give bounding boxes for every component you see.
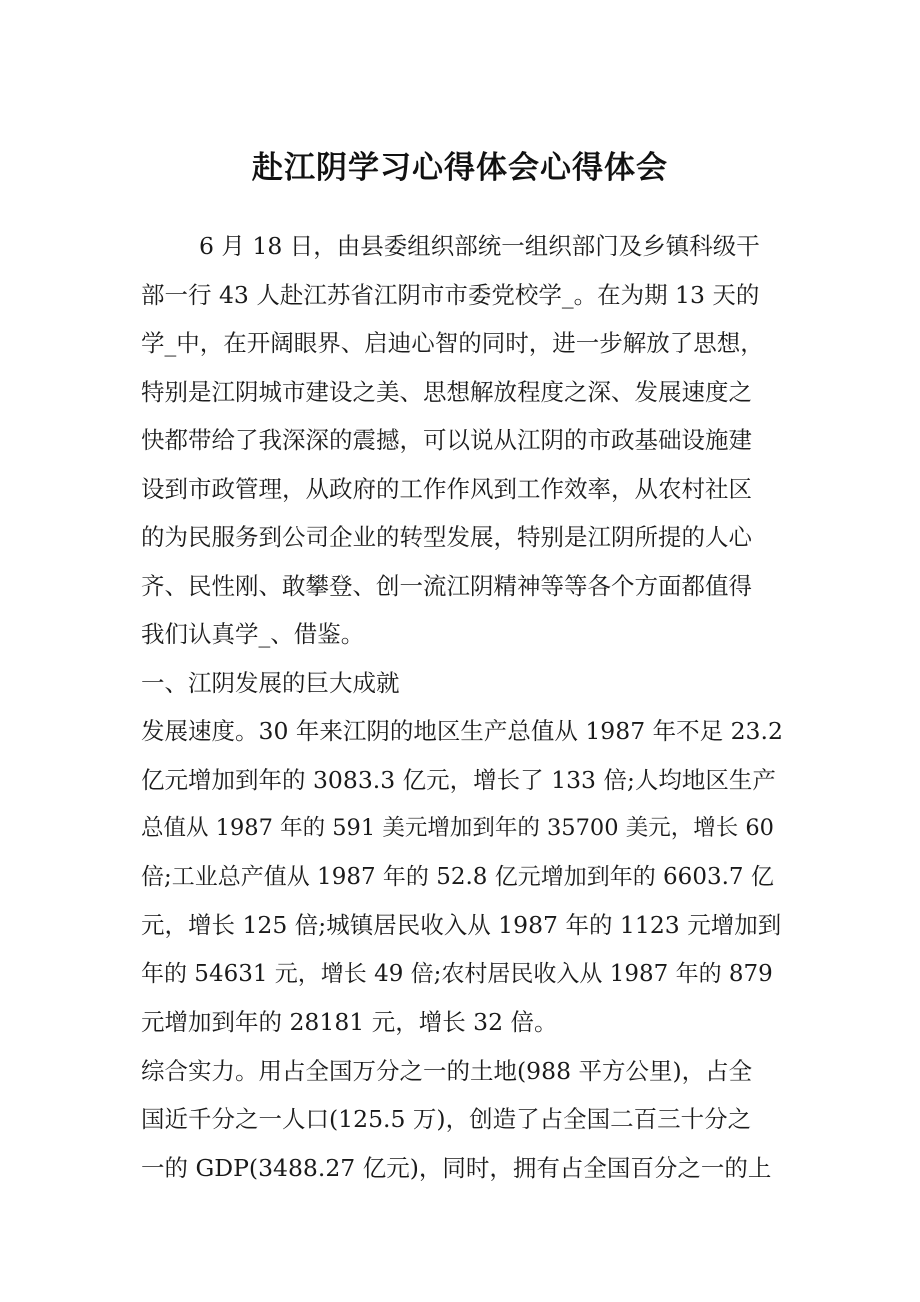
paragraph-line: 一的 GDP(3488.27 亿元)，同时，拥有占全国百分之一的上 <box>141 1153 772 1182</box>
paragraph-line: 总值从 1987 年的 591 美元增加到年的 35700 美元，增长 60 <box>141 815 774 841</box>
paragraph-line: 年的 54631 元，增长 49 倍;农村居民收入从 1987 年的 879 <box>141 960 773 987</box>
paragraph-line: 6 月 18 日，由县委组织部统一组织部门及乡镇科级干 <box>199 232 760 260</box>
paragraph-line: 部一行 43 人赴江苏省江阴市市委党校学_。在为期 13 天的 <box>141 280 760 309</box>
paragraph-line: 国近千分之一人口(125.5 万)，创造了占全国二百三十分之 <box>141 1105 752 1133</box>
paragraph-line: 元，增长 125 倍;城镇居民收入从 1987 年的 1123 元增加到 <box>141 911 782 939</box>
document-title: 赴江阴学习心得体会心得体会 <box>252 150 668 186</box>
paragraph-line: 综合实力。用占全国万分之一的土地(988 平方公里)，占全 <box>141 1056 753 1085</box>
paragraph-line: 发展速度。30 年来江阴的地区生产总值从 1987 年不足 23.2 <box>141 717 783 745</box>
section-heading: 一、江阴发展的巨大成就 <box>141 668 400 697</box>
paragraph-line: 特别是江阴城市建设之美、思想解放程度之深、发展速度之 <box>141 377 752 406</box>
paragraph-line: 元增加到年的 28181 元，增长 32 倍。 <box>141 1008 558 1036</box>
document-body <box>141 222 786 1192</box>
paragraph-line: 设到市政管理，从政府的工作作风到工作效率，从农村社区 <box>141 474 752 503</box>
paragraph-line: 快都带给了我深深的震撼，可以说从江阴的市政基础设施建 <box>141 426 752 454</box>
paragraph-line: 倍;工业总产值从 1987 年的 52.8 亿元增加到年的 6603.7 亿 <box>141 863 774 890</box>
paragraph-line: 我们认真学_、借鉴。 <box>141 620 365 648</box>
paragraph-line: 齐、民性刚、敢攀登、创一流江阴精神等等各个方面都值得 <box>141 571 752 600</box>
paragraph-line: 的为民服务到公司企业的转型发展，特别是江阴所提的人心 <box>141 523 752 551</box>
paragraph-line: 学_中，在开阔眼界、启迪心智的同时，进一步解放了思想， <box>141 329 764 357</box>
paragraph-line: 亿元增加到年的 3083.3 亿元，增长了 133 倍;人均地区生产 <box>141 765 776 794</box>
